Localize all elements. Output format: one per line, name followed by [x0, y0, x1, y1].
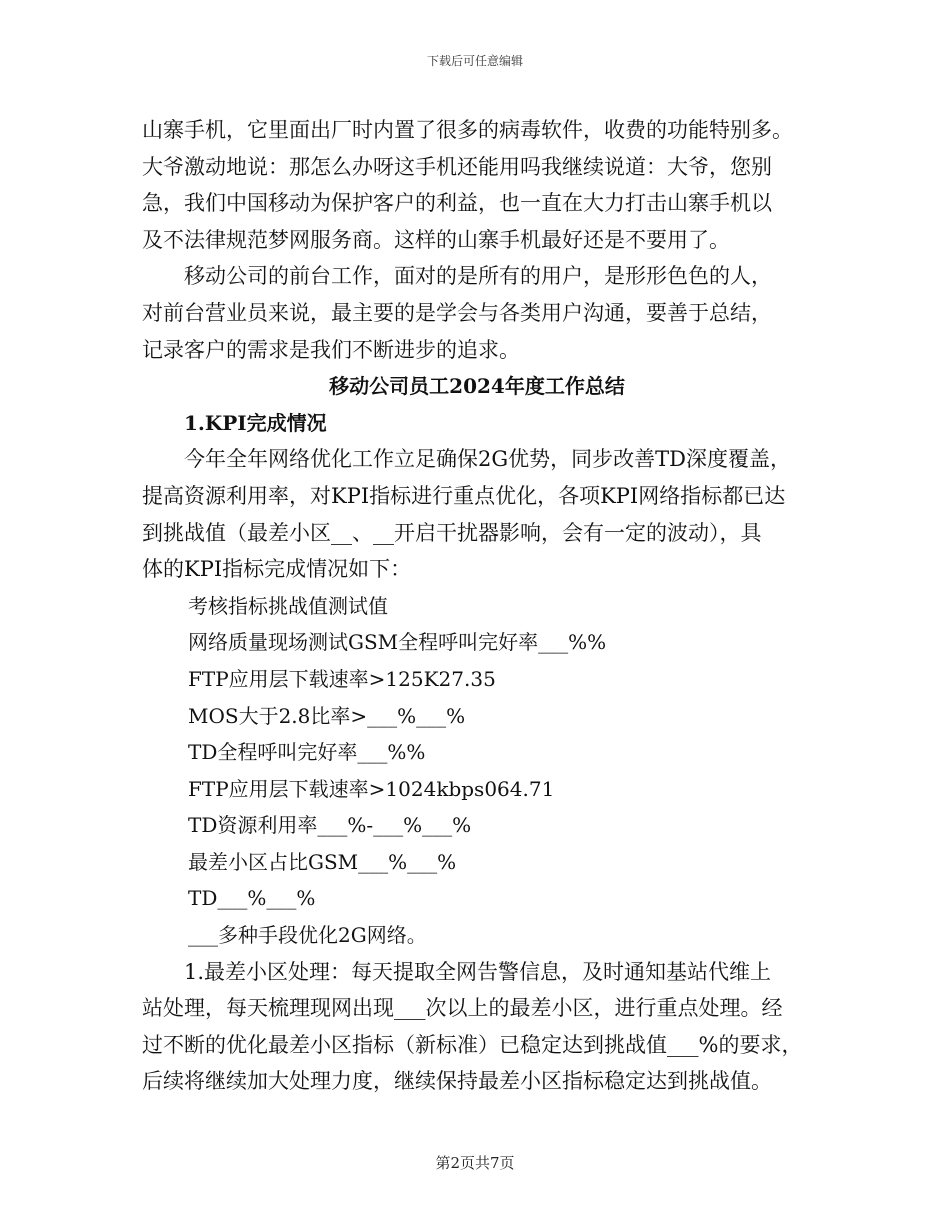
kpi-item: ___多种手段优化2G网络。 — [188, 923, 427, 948]
paragraph-worst-cell — [142, 954, 812, 1100]
line: 后续将继续加大处理力度，继续保持最差小区指标稳定达到挑战值。 — [142, 1069, 772, 1094]
paragraph-2 — [142, 258, 812, 368]
line: 山寨手机，它里面出厂时内置了很多的病毒软件，收费的功能特别多。 — [142, 118, 793, 142]
line: 对前台营业员来说，最主要的是学会与各类用户沟通，要善于总结， — [142, 300, 772, 325]
kpi-item: FTP应用层下载速率>1024kbps064.71 — [188, 776, 555, 801]
kpi-item: TD资源利用率___%-___%___% — [188, 813, 472, 838]
line: 过不断的优化最差小区指标（新标准）已稳定达到挑战值___%的要求， — [142, 1032, 803, 1057]
kpi-subheading: 1.KPI完成情况 — [184, 410, 327, 435]
line: 及不法律规范梦网服务商。这样的山寨手机最好还是不要用了。 — [142, 227, 730, 252]
line: 今年全年网络优化工作立足确保2G优势，同步改善TD深度覆盖， — [184, 447, 791, 472]
line: 大爷激动地说：那怎么办呀这手机还能用吗我继续说道：大爷，您别 — [142, 154, 772, 179]
kpi-item: MOS大于2.8比率>___%___% — [188, 703, 466, 728]
paragraph-1 — [142, 112, 812, 258]
document-body — [142, 112, 812, 1100]
line: 站处理，每天梳理现网出现___次以上的最差小区，进行重点处理。经 — [142, 996, 783, 1021]
line: 提高资源利用率，对KPI指标进行重点优化，各项KPI网络指标都已达 — [142, 483, 786, 508]
line: 记录客户的需求是我们不断进步的追求。 — [142, 337, 520, 362]
kpi-item: 网络质量现场测试GSM全程呼叫完好率___%% — [188, 630, 607, 655]
line: 移动公司的前台工作，面对的是所有的用户，是形形色色的人， — [184, 264, 772, 289]
page-footer: 第2页共7页 — [435, 1154, 515, 1172]
page-header: 下载后可任意编辑 — [426, 54, 523, 68]
line: 到挑战值（最差小区__、__开启干扰器影响，会有一定的波动），具 — [142, 520, 762, 545]
kpi-item: TD___%___% — [188, 886, 316, 911]
kpi-item: TD全程呼叫完好率___%% — [188, 740, 426, 765]
paragraph-kpi — [142, 441, 812, 587]
line: 1.最差小区处理：每天提取全网告警信息，及时通知基站代维上 — [184, 959, 772, 984]
line: 体的KPI指标完成情况如下： — [142, 557, 412, 582]
line: 急，我们中国移动为保护客户的利益，也一直在大力打击山寨手机以 — [142, 191, 772, 216]
kpi-item: FTP应用层下载速率>125K27.35 — [188, 666, 496, 691]
section-title: 移动公司员工2024年度工作总结 — [329, 374, 625, 399]
kpi-item: 最差小区占比GSM___%___% — [188, 849, 457, 874]
kpi-item: 考核指标挑战值测试值 — [188, 593, 388, 618]
